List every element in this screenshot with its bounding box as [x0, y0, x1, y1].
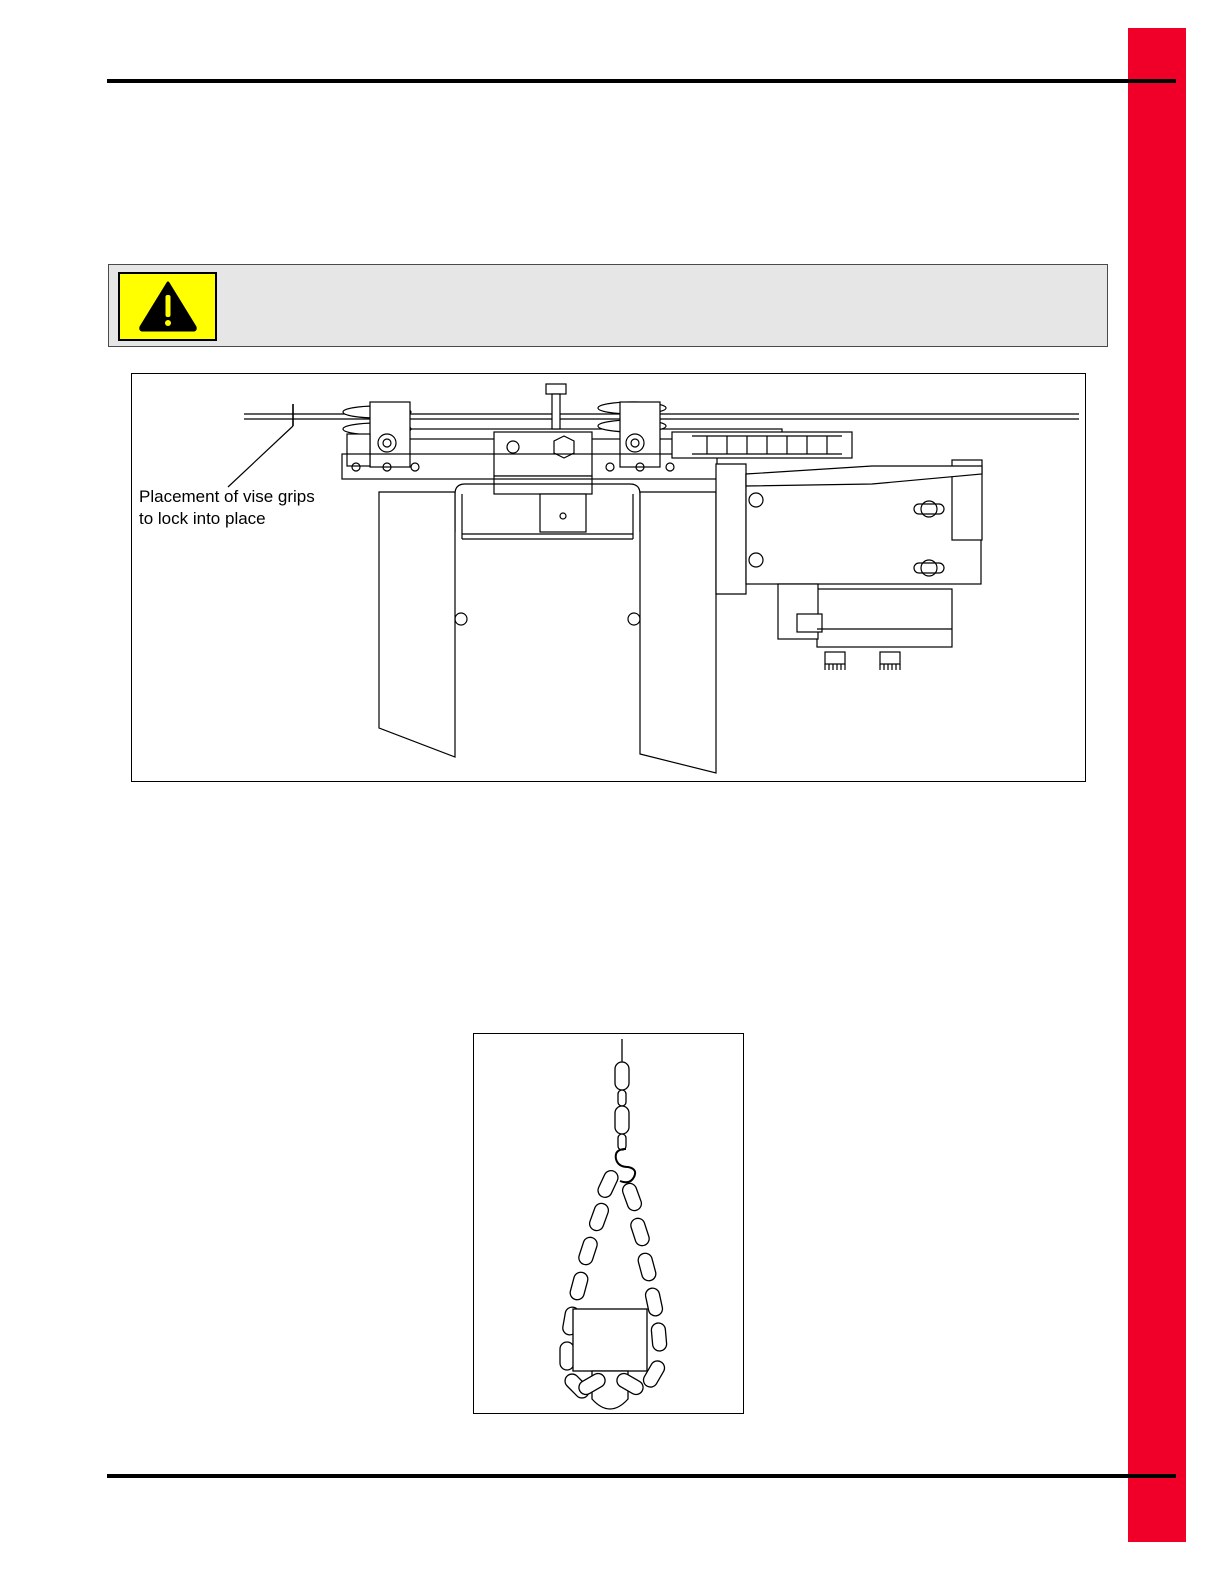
- trolley-drive-illustration: [132, 374, 1087, 783]
- side-color-tab: [1128, 28, 1186, 1542]
- figure-trolley-drive: [131, 373, 1086, 782]
- warning-icon-frame: [118, 272, 217, 341]
- chain-sling-illustration: [474, 1034, 745, 1415]
- header-rule: [107, 79, 1176, 83]
- footer-rule: [107, 1474, 1176, 1478]
- warning-triangle-icon: [138, 280, 198, 332]
- figure-chain-sling: [473, 1033, 744, 1414]
- warning-panel: [108, 264, 1108, 347]
- vise-grip-callout: [139, 486, 315, 530]
- callout-line-1: Placement of vise grips: [139, 487, 315, 506]
- callout-line-2: to lock into place: [139, 509, 266, 528]
